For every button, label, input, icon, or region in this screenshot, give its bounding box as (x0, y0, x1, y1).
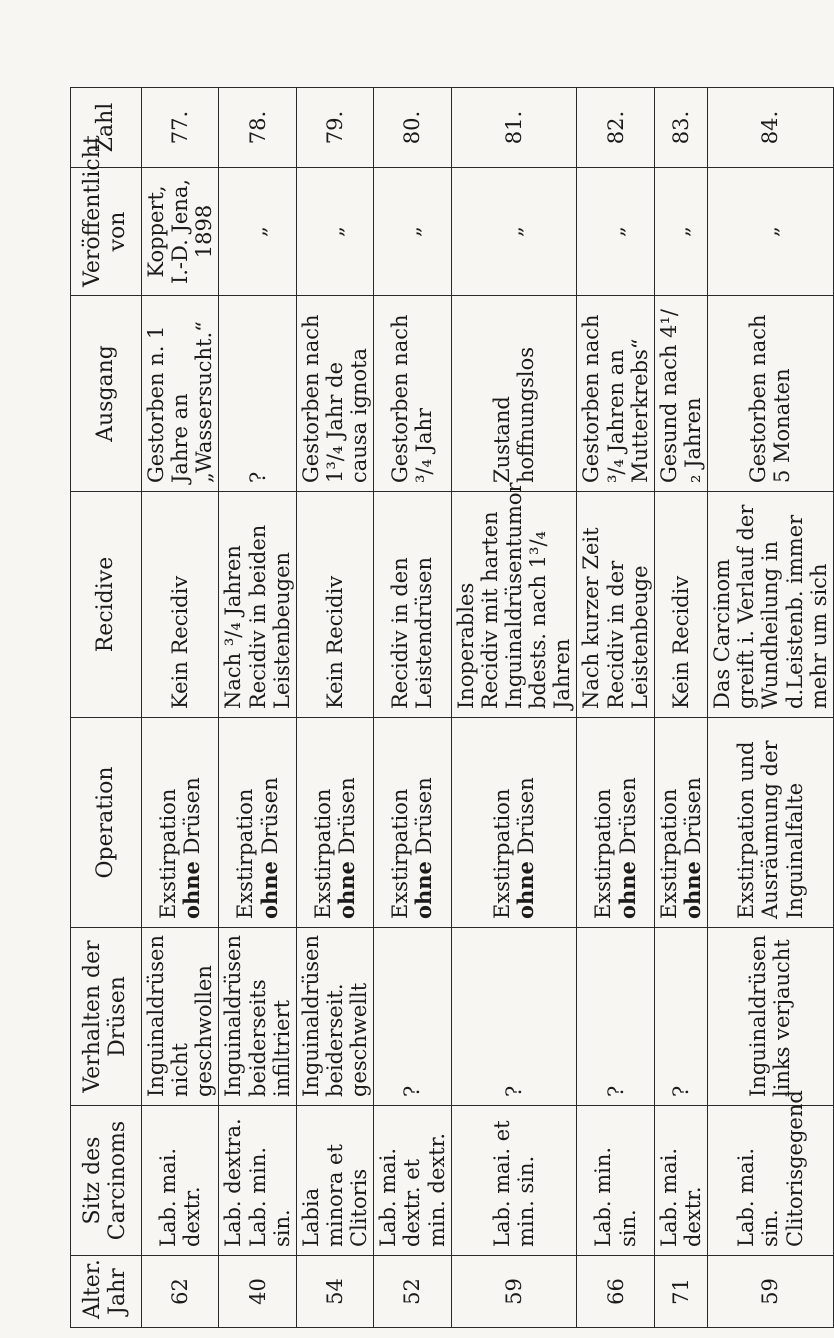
cell-druesen: ? (654, 928, 707, 1106)
operation-pre: Exstirpation (156, 788, 181, 919)
operation-post: Drüsen (412, 777, 437, 855)
header-druesen: Verhalten der Drüsen (71, 928, 142, 1106)
cell-zahl: 77. (142, 88, 219, 168)
cell-alter: 66 (577, 1256, 654, 1328)
operation-post: Drüsen (615, 777, 640, 855)
table-row (451, 88, 577, 1328)
cell-veroeffentlicht: „ (296, 168, 373, 296)
cell-alter: 54 (296, 1256, 373, 1328)
cell-zahl: 81. (451, 88, 577, 168)
cell-ausgang: Gestorben n. 1 Jahre an „Wassersucht.“ (142, 296, 219, 492)
cell-recidive: Inoperables Recidiv mit harten Inguinaldrüsentumor bdests. nach 1³/₄ Jahren (451, 492, 577, 718)
cell-veroeffentlicht: „ (577, 168, 654, 296)
operation-post: Drüsen (514, 777, 539, 855)
table-row (577, 88, 654, 1328)
cell-recidive: Nach ³/₄ Jahren Recidiv in beiden Leistenbeugen (219, 492, 296, 718)
cell-veroeffentlicht: „ (708, 168, 834, 296)
operation-emphasis: ohne (411, 861, 437, 919)
cell-operation (296, 718, 373, 928)
operation-pre: Exstirpation (656, 788, 681, 919)
cell-druesen: ? (451, 928, 577, 1106)
cell-sitz: Lab. mai. et min. sin. (451, 1106, 577, 1256)
operation-pre: Exstirpation (591, 788, 616, 919)
operation-emphasis: ohne (179, 861, 205, 919)
cell-operation (654, 718, 707, 928)
cell-veroeffentlicht: „ (654, 168, 707, 296)
operation-emphasis: ohne (679, 861, 705, 919)
operation-emphasis: ohne (334, 861, 360, 919)
cell-ausgang: Zustand hoffnungslos (451, 296, 577, 492)
cell-druesen: Inguinaldrüsen nicht geschwollen (142, 928, 219, 1106)
cell-veroeffentlicht: „ (451, 168, 577, 296)
cell-zahl: 78. (219, 88, 296, 168)
operation-emphasis: ohne (513, 861, 539, 919)
operation-emphasis: ohne (256, 861, 282, 919)
cell-sitz: Lab. mai. dextr. (142, 1106, 219, 1256)
cell-alter: 59 (451, 1256, 577, 1328)
cell-recidive: Kein Recidiv (142, 492, 219, 718)
table-row (219, 88, 296, 1328)
table-row (708, 88, 834, 1328)
cell-druesen: ? (374, 928, 451, 1106)
operation-emphasis: ohne (614, 861, 640, 919)
table-row (142, 88, 219, 1328)
header-recidive: Recidive (71, 492, 142, 718)
cell-recidive: Das Carcinom greift i. Verlauf der Wundheilung in d.Leistenb. immer mehr um sich (708, 492, 834, 718)
cell-zahl: 79. (296, 88, 373, 168)
cell-druesen: Inguinaldrüsen beiderseits infiltriert (219, 928, 296, 1106)
case-table (70, 87, 834, 1328)
cell-alter: 71 (654, 1256, 707, 1328)
header-sitz: Sitz des Carcinoms (71, 1106, 142, 1256)
cell-operation (219, 718, 296, 928)
cell-sitz: Labia minora et Clitoris (296, 1106, 373, 1256)
cell-veroeffentlicht: Koppert, I.-D. Jena, 1898 (142, 168, 219, 296)
cell-sitz: Lab. mai. sin. Clitorisgegend (708, 1106, 834, 1256)
cell-alter: 62 (142, 1256, 219, 1328)
cell-ausgang: Gestorben nach 5 Monaten (708, 296, 834, 492)
header-zahl: Zahl (71, 88, 142, 168)
cell-druesen: ? (577, 928, 654, 1106)
cell-recidive: Kein Recidiv (654, 492, 707, 718)
cell-veroeffentlicht: „ (219, 168, 296, 296)
operation-post: Drüsen (680, 777, 705, 855)
cell-recidive: Nach kurzer Zeit Recidiv in der Leistenbeuge (577, 492, 654, 718)
cell-operation (142, 718, 219, 928)
cell-druesen: Inguinaldrüsen beiderseit. geschwellt (296, 928, 373, 1106)
cell-zahl: 84. (708, 88, 834, 168)
cell-recidive: Recidiv in den Leistendrüsen (374, 492, 451, 718)
table-row (374, 88, 451, 1328)
cell-ausgang: ? (219, 296, 296, 492)
cell-operation (577, 718, 654, 928)
header-operation: Operation (71, 718, 142, 928)
table-row (654, 88, 707, 1328)
operation-post: Drüsen (335, 777, 360, 855)
header-alter: Alter. Jahr (71, 1256, 142, 1328)
cell-alter: 52 (374, 1256, 451, 1328)
cell-operation (708, 718, 834, 928)
cell-zahl: 80. (374, 88, 451, 168)
cell-operation (374, 718, 451, 928)
cell-alter: 40 (219, 1256, 296, 1328)
cell-alter: 59 (708, 1256, 834, 1328)
cell-sitz: Lab. dextra. Lab. min. sin. (219, 1106, 296, 1256)
cell-operation (451, 718, 577, 928)
operation-pre: Exstirpation und Ausräumung der Inguinalfalte (734, 740, 807, 919)
cell-zahl: 82. (577, 88, 654, 168)
operation-pre: Exstirpation (233, 788, 258, 919)
cell-sitz: Lab. mai. dextr. (654, 1106, 707, 1256)
header-veroeffentlicht: Veröffentlicht von (71, 168, 142, 296)
cell-zahl: 83. (654, 88, 707, 168)
cell-veroeffentlicht: „ (374, 168, 451, 296)
cell-ausgang: Gestorben nach ³/₄ Jahren an Mutterkrebs“ (577, 296, 654, 492)
cell-sitz: Lab. mai. dextr. et min. dextr. (374, 1106, 451, 1256)
header-row (71, 88, 142, 1328)
operation-pre: Exstirpation (310, 788, 335, 919)
cell-sitz: Lab. min. sin. (577, 1106, 654, 1256)
cell-ausgang: Gestorben nach 1³/₄ Jahr de causa ignota (296, 296, 373, 492)
header-ausgang: Ausgang (71, 296, 142, 492)
cell-ausgang: Gesund nach 4¹/₂ Jahren (654, 296, 707, 492)
operation-pre: Exstirpation (388, 788, 413, 919)
cell-ausgang: Gestorben nach ³/₄ Jahr (374, 296, 451, 492)
table-row (296, 88, 373, 1328)
operation-pre: Exstirpation (489, 788, 514, 919)
operation-post: Drüsen (180, 777, 205, 855)
cell-recidive: Kein Recidiv (296, 492, 373, 718)
operation-post: Drüsen (257, 777, 282, 855)
cell-druesen: Inguinaldrüsen links verjaucht (708, 928, 834, 1106)
